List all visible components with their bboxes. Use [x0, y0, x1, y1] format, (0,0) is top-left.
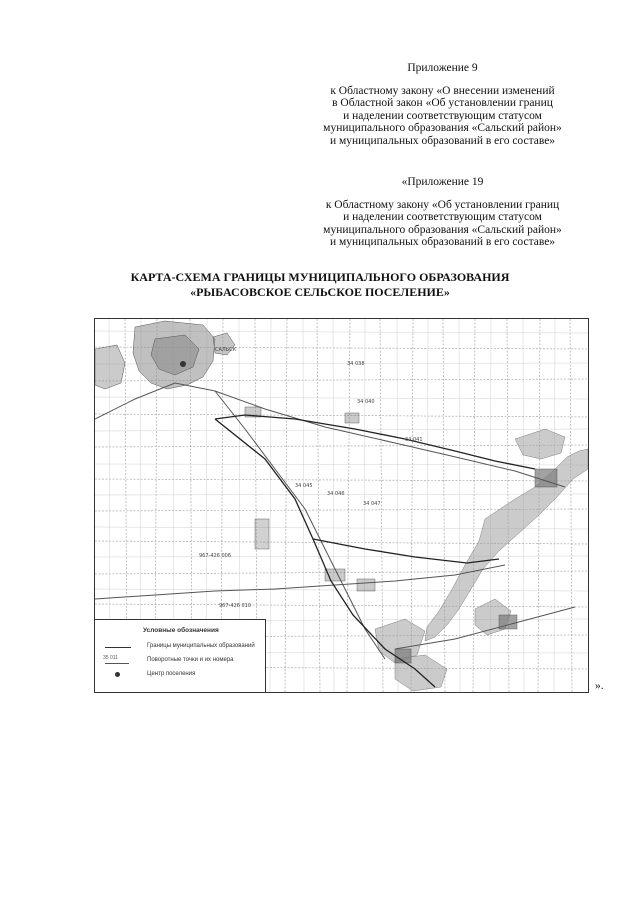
appendix-9-block: [300, 62, 585, 148]
legend-item-turning-point: [103, 656, 263, 666]
legend-item-settlement-center: [103, 670, 263, 680]
legend-item-label: Границы муниципальных образований: [147, 643, 255, 649]
appendix-19-block: [300, 176, 585, 249]
legend-title: Условные обозначения: [143, 627, 219, 634]
turning-point-icon: [103, 656, 133, 666]
map-title-line-2: «РЫБАСОВСКОЕ СЕЛЬСКОЕ ПОСЕЛЕНИЕ»: [190, 285, 450, 299]
map-title: [60, 270, 580, 300]
turning-point-code: 35 011: [103, 655, 118, 661]
town-salsk-center: [180, 361, 186, 367]
boundary-line-icon: [103, 642, 133, 652]
map-label: САЛЬСК: [215, 347, 237, 353]
map-label: 34 041: [405, 437, 423, 443]
closing-quote-mark: ».: [595, 680, 604, 692]
map-label: 34 038: [347, 361, 365, 367]
map-legend: [95, 619, 266, 693]
map-label: 34 045: [295, 483, 313, 489]
map-labels: [199, 347, 423, 609]
map-title-line-1: КАРТА-СХЕМА ГРАНИЦЫ МУНИЦИПАЛЬНОГО ОБРАЗОВАНИЯ: [130, 270, 510, 284]
map-scheme: [94, 318, 589, 693]
appendix-9-line: и муниципальных образований в его составе»: [329, 134, 556, 147]
appendix-19-line: муниципального образования «Сальский район»: [323, 223, 562, 236]
appendix-19-line: и муниципальных образований в его составе»: [329, 236, 556, 249]
appendix-9-line: и наделении соответствующим статусом: [343, 109, 542, 122]
appendix-9-line: муниципального образования «Сальский район»: [323, 122, 562, 135]
settlement-center-dot-icon: [103, 670, 133, 680]
map-label: 34 040: [357, 399, 375, 405]
map-label: 967-426 006: [199, 553, 232, 559]
appendix-9-line: в Областной закон «Об установлении границ: [332, 97, 553, 110]
appendix-19-heading: «Приложение 19: [401, 176, 484, 188]
map-label: 34 047: [363, 501, 381, 507]
map-label: 34 046: [327, 491, 345, 497]
legend-item-boundary: [103, 642, 263, 652]
appendix-9-line: к Областному закону «О внесении изменений: [330, 84, 555, 97]
map-label: 967-426 010: [219, 603, 252, 609]
appendix-19-line: к Областному закону «Об установлении границ: [325, 198, 560, 211]
legend-item-label: Поворотные точки и их номера: [147, 657, 234, 663]
appendix-19-line: и наделении соответствующим статусом: [343, 211, 542, 224]
appendix-9-heading: Приложение 9: [407, 62, 478, 74]
legend-item-label: Центр поселения: [147, 671, 196, 677]
